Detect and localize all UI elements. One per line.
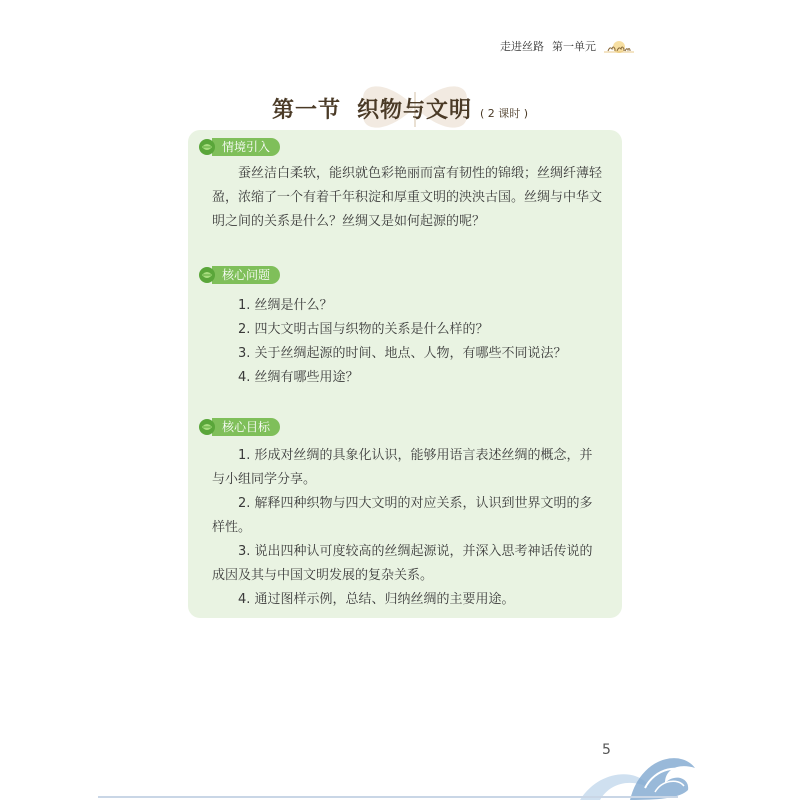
question-item: 4. 丝绸有哪些用途？: [238, 370, 359, 385]
bottom-rule: [98, 796, 678, 798]
goals-label: 核心目标: [212, 418, 280, 436]
leaf-icon: [198, 266, 216, 284]
lesson-hours: ( 2 课时 ): [479, 106, 529, 120]
situation-label: 情境引入: [212, 138, 280, 156]
chapter-title: 走进丝路: [500, 40, 544, 53]
goals-tag: [198, 418, 280, 436]
situation-tag: [198, 138, 280, 156]
questions-tag: [198, 266, 280, 284]
question-item: 3. 关于丝绸起源的时间、地点、人物，有哪些不同说法？: [238, 346, 567, 361]
goal-item: 4. 通过图样示例，总结、归纳丝绸的主要用途。: [238, 592, 515, 607]
section-title: [0, 80, 800, 136]
waves-icon: [570, 728, 700, 800]
leaf-icon: [198, 138, 216, 156]
goal-item: 1. 形成对丝绸的具象化认识，能够用语言表述丝绸的概念，并与小组同学分享。: [212, 448, 593, 487]
goal-item: 3. 说出四种认可度较高的丝绸起源说，并深入思考神话传说的成因及其与中国文明发展的复杂关系。: [212, 544, 593, 583]
section-number: 第一节: [271, 96, 341, 123]
question-item: 2. 四大文明古国与织物的关系是什么样的？: [238, 322, 489, 337]
content-panel: [188, 130, 622, 618]
camel-caravan-icon: [604, 39, 634, 53]
situation-text: 蚕丝洁白柔软，能织就色彩艳丽而富有韧性的锦缎；丝绸纤薄轻盈，浓缩了一个有着千年积淀和厚重文明的泱泱古国。丝绸与中华文明之间的关系是什么？丝绸又是如何起源的呢？: [212, 166, 603, 229]
goal-item: 2. 解释四种织物与四大文明的对应关系，认识到世界文明的多样性。: [212, 496, 593, 535]
leaf-icon: [198, 418, 216, 436]
section-name: 织物与文明: [356, 96, 472, 123]
question-item: 1. 丝绸是什么？: [238, 298, 333, 313]
running-header: [500, 38, 634, 54]
questions-label: 核心问题: [212, 266, 280, 284]
unit-title: 第一单元: [552, 40, 596, 53]
page-number: 5: [602, 742, 611, 758]
